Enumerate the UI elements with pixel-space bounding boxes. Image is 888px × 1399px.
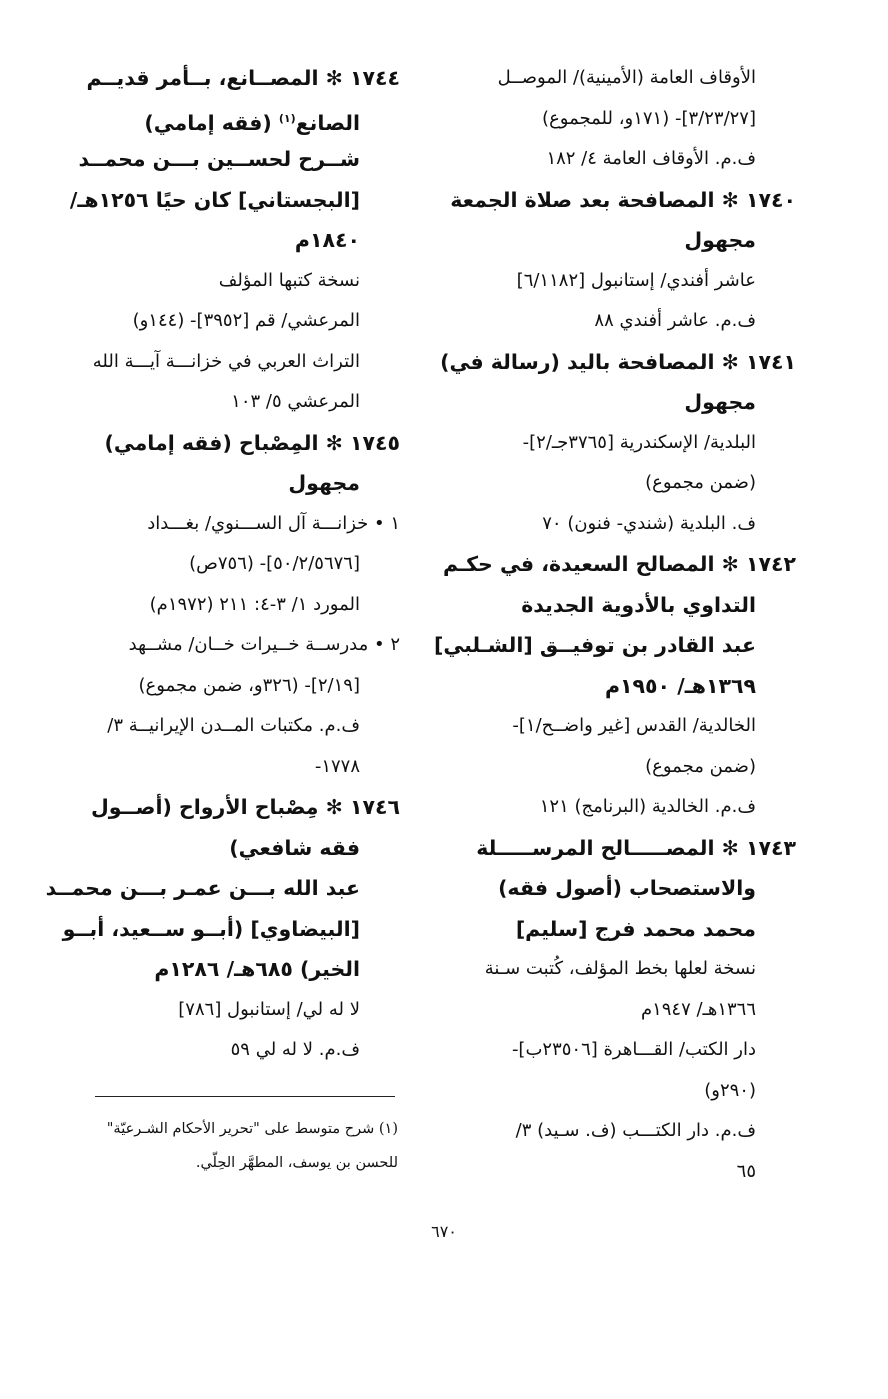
entry-line <box>62 949 400 990</box>
line-text: ف.م. دار الكتـــب (ف. سـيد) ٣/ <box>515 1120 756 1141</box>
line-text: ٦٥ <box>736 1160 756 1182</box>
entry-line <box>62 909 400 950</box>
line-text: عبد القادر بن توفيــق [الشـلبي] <box>433 633 756 657</box>
line-text: ١٧٤٦ ✻ مِصْباح الأرواح (أصــول <box>90 795 400 819</box>
entry-heading <box>62 58 400 99</box>
line-text: والاستصحاب (أصول فقه) <box>498 876 756 900</box>
page-number: ٦٧٠ <box>431 1222 457 1241</box>
line-text: الصانع <box>295 110 360 135</box>
entry-line <box>440 261 796 302</box>
line-text: نسخة كتبها المؤلف <box>218 269 360 291</box>
line-text: الأوقاف العامة (الأمينية)/ الموصــل <box>497 67 756 88</box>
line-text: نسخة لعلها بخط المؤلف، كُتبت سـنة <box>484 958 756 979</box>
entry-line <box>440 99 796 140</box>
entry-line <box>440 949 796 990</box>
line-text: ٢ • مدرســة خــيرات خــان/ مشــهد <box>128 634 400 655</box>
line-text: لا له لي/ إستانبول [٧٨٦] <box>178 998 360 1020</box>
entry-line <box>440 1030 796 1071</box>
line-text: البلدية/ الإسكندرية [٣٧٦٥جـ/٢]- <box>522 431 756 453</box>
line-text: ١٨٤٠م <box>294 228 360 252</box>
line-text: [٣/٢٣/٢٧]- (١٧١و، للمجموع) <box>542 107 756 129</box>
line-text: مجهول <box>288 471 360 495</box>
entry-line <box>440 301 796 342</box>
entry-line <box>440 382 796 423</box>
entry-line <box>440 58 796 99</box>
line-text: ١٧٧٨- <box>314 755 360 777</box>
line-text: ١٧٤١ ✻ المصافحة باليد (رسالة في) <box>440 349 796 374</box>
entry-line <box>62 301 400 342</box>
footnote <box>58 1112 398 1180</box>
footnote-line: (١) شرح متوسط على "تحرير الأحكام الشـرعيّة" <box>106 1121 398 1137</box>
line-text-continued: (فقه إمامي) <box>144 110 279 135</box>
entry-line <box>62 828 400 869</box>
entry-line <box>440 990 796 1031</box>
line-text: ف. البلدية (شندي- فنون) ٧٠ <box>542 512 756 534</box>
line-text: عبد الله بـــن عمـر بـــن محمــد <box>45 876 360 900</box>
line-text: ١٣٦٩هـ/ ١٩٥٠م <box>604 673 756 698</box>
line-text: [٢/١٩]- (٣٢٦و، ضمن مجموع) <box>138 674 360 696</box>
entry-heading <box>440 180 796 221</box>
footnote-line: للحسن بن يوسف، المطهَّر الحِلّي. <box>195 1155 398 1171</box>
line-text: ١٣٦٦هـ/ ١٩٤٧م <box>640 998 756 1020</box>
line-text: شــرح لحســين بـــن محمــد <box>78 147 360 171</box>
entry-line <box>62 706 400 747</box>
entry-line <box>62 585 400 626</box>
line-text: ١٧٤٥ ✻ المِصْباح (فقه إمامي) <box>104 430 400 455</box>
entry-heading <box>62 423 400 464</box>
footnote-divider <box>95 1096 395 1097</box>
entry-line <box>62 463 400 504</box>
entry-line <box>433 625 796 666</box>
line-text: ف.م. الأوقاف العامة ٤/ ١٨٢ <box>546 148 756 169</box>
entry-line <box>62 382 400 423</box>
entry-line <box>62 990 400 1031</box>
entry-line <box>440 139 796 180</box>
entry-line <box>62 1030 400 1071</box>
footnote-marker: (١) <box>278 111 296 125</box>
entry-heading <box>440 544 796 585</box>
line-text: محمد محمد فرج [سليم] <box>515 916 756 941</box>
line-text: ١٧٤٣ ✻ المصـــــالح المرســـــلة <box>476 835 796 860</box>
line-text: الخالدية/ القدس [غير واضــح/١]- <box>512 715 756 736</box>
right-column <box>433 58 796 1192</box>
entry-line <box>62 220 400 261</box>
line-text: المرعشي ٥/ ١٠٣ <box>231 391 360 412</box>
line-text: [البيضاوي] (أبــو ســعيد، أبــو <box>62 916 360 941</box>
entry-line <box>62 747 400 788</box>
entry-heading <box>62 787 400 828</box>
line-text: المرعشي/ قم [٣٩٥٢]- (١٤٤و) <box>132 310 360 331</box>
entry-line <box>62 180 400 221</box>
entry-line <box>440 666 796 707</box>
line-text: ف.م. عاشر أفندي ٨٨ <box>594 310 756 331</box>
entry-line <box>440 706 796 747</box>
line-text: التراث العربي في خزانـــة آيـــة الله <box>92 350 360 372</box>
entry-heading <box>62 625 400 666</box>
line-text: دار الكتب/ القـــاهرة [٢٣٥٠٦ب]- <box>511 1039 756 1060</box>
entry-heading <box>440 828 796 869</box>
entry-line <box>440 463 796 504</box>
entry-heading <box>62 504 400 545</box>
line-text: ف.م. مكتبات المــدن الإيرانيــة ٣/ <box>107 715 360 736</box>
line-text: ١٧٤٤ ✻ المصــانع، بــأمر قديــم <box>86 66 400 90</box>
entry-line <box>62 342 400 383</box>
entry-line <box>62 544 400 585</box>
line-text: (٢٩٠و) <box>704 1079 756 1101</box>
line-text: الخير) ٦٨٥هـ/ ١٢٨٦م <box>154 957 360 981</box>
line-text: ١٧٤٠ ✻ المصافحة بعد صلاة الجمعة <box>450 187 796 212</box>
entry-line <box>62 99 400 140</box>
entry-heading <box>440 342 796 383</box>
line-text: ف.م. لا له لي ٥٩ <box>230 1039 360 1060</box>
entry-line <box>440 909 796 950</box>
entry-line <box>440 585 796 626</box>
entry-line <box>62 139 400 180</box>
entry-line <box>440 868 796 909</box>
line-text: ف.م. الخالدية (البرنامج) ١٢١ <box>539 796 756 817</box>
entry-line <box>62 261 400 302</box>
entry-line <box>440 787 796 828</box>
entry-line <box>440 1071 796 1112</box>
left-column <box>45 58 400 1071</box>
line-text: عاشر أفندي/ إستانبول [٦/١١٨٢] <box>516 269 756 291</box>
entry-line <box>440 423 796 464</box>
line-text: المورد ١/ ٣-٤: ٢١١ (١٩٧٢م) <box>149 593 360 615</box>
line-text: [البجستاني] كان حيًا ١٢٥٦هـ/ <box>69 187 360 212</box>
line-text: مجهول <box>684 390 756 414</box>
line-text: (ضمن مجموع) <box>645 755 756 777</box>
line-text: فقه شافعي) <box>229 835 360 860</box>
line-text: (ضمن مجموع) <box>645 472 756 493</box>
entry-line <box>440 1111 796 1152</box>
line-text: ١ • خزانـــة آل الســـنوي/ بغـــداد <box>147 512 400 534</box>
entry-line <box>440 220 796 261</box>
entry-line <box>440 747 796 788</box>
entry-line <box>440 1152 796 1193</box>
line-text: ١٧٤٢ ✻ المصالح السعيدة، في حكـم <box>443 552 796 576</box>
entry-line <box>62 666 400 707</box>
line-text: مجهول <box>684 228 756 252</box>
entry-line <box>45 868 400 909</box>
line-text: [٥٠/٢/٥٦٧٦]- (٧٥٦ص) <box>189 553 360 574</box>
line-text: التداوي بالأدوية الجديدة <box>521 592 756 617</box>
entry-line <box>440 504 796 545</box>
